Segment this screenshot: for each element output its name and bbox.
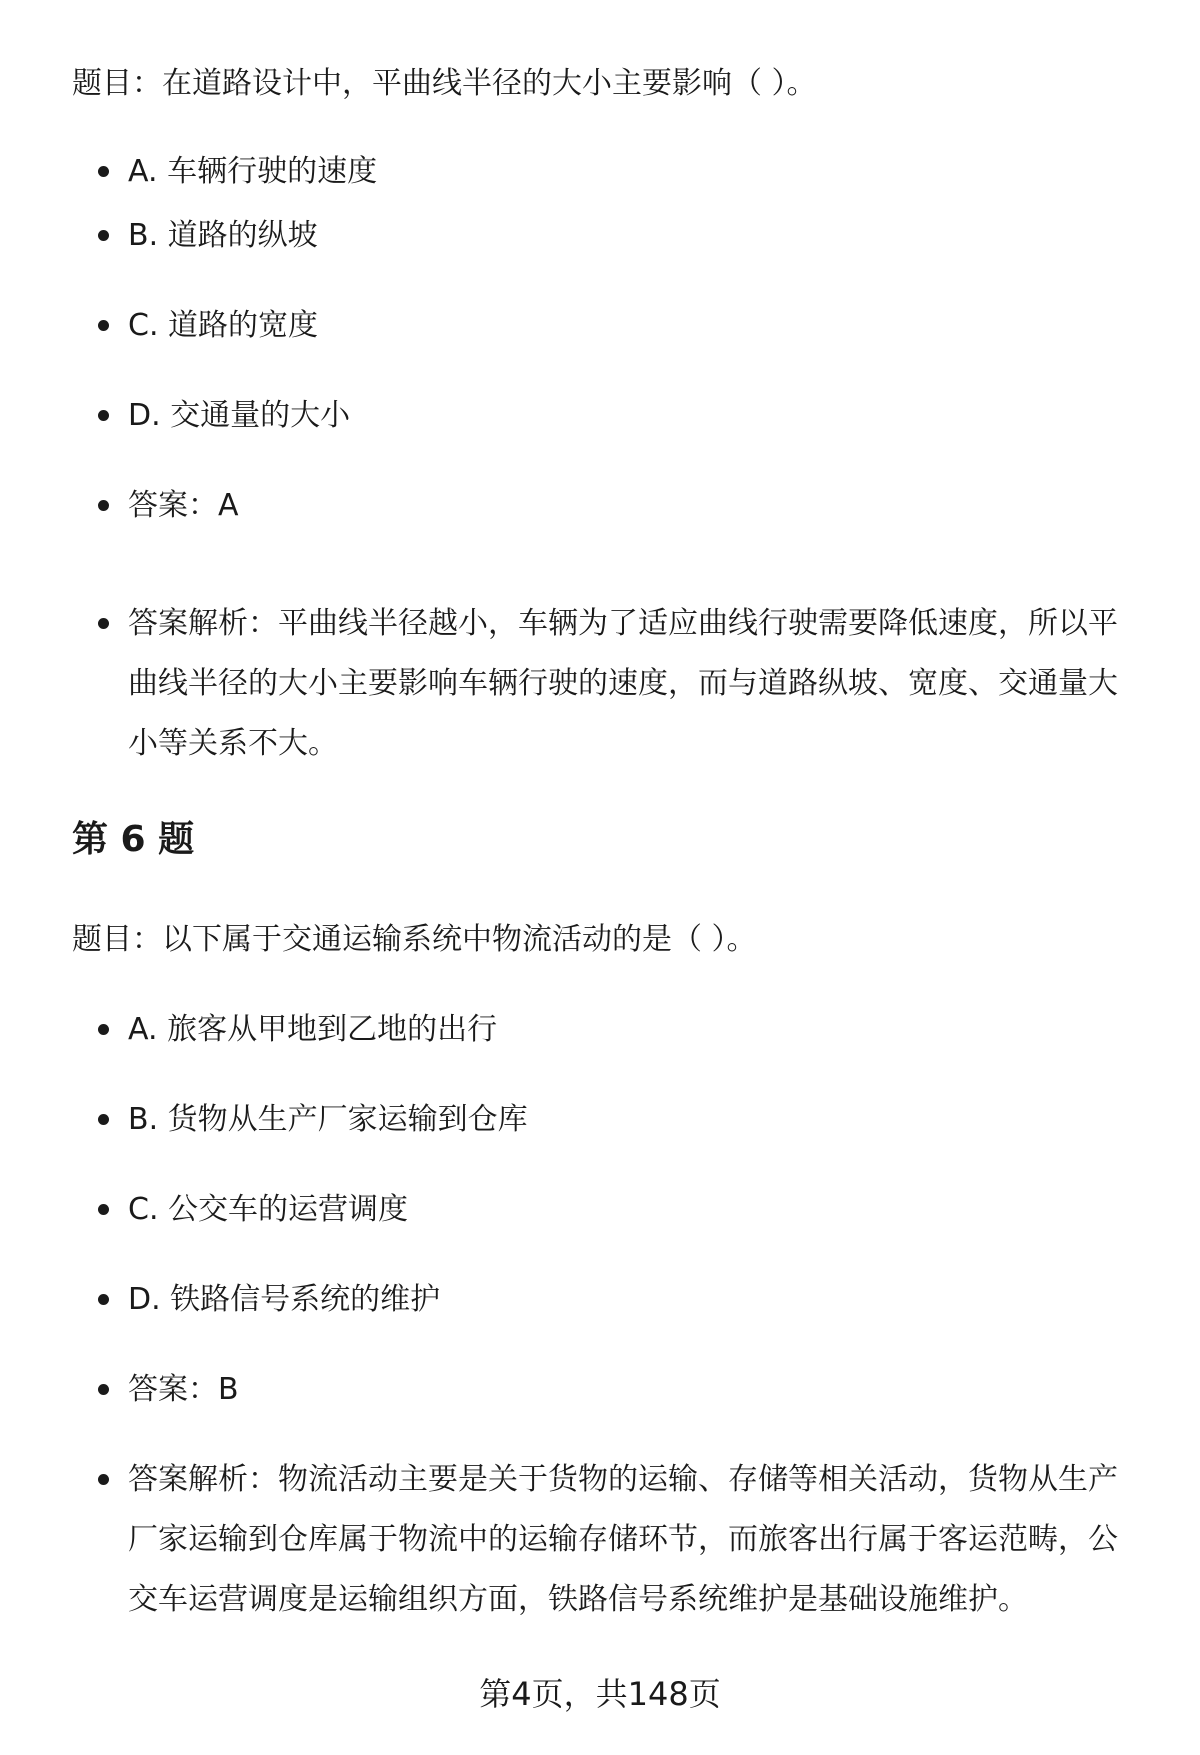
bullet-icon	[98, 500, 109, 511]
bullet-icon	[98, 1384, 109, 1395]
question-stem: 题目：以下属于交通运输系统中物流活动的是（ ）。	[72, 922, 757, 957]
bullet-icon	[98, 230, 109, 241]
bullet-icon	[98, 320, 109, 331]
analysis-text: 答案解析：平曲线半径越小，车辆为了适应曲线行驶需要降低速度，所以平曲线半径的大小主要影响车辆行驶的速度，而与道路纵坡、宽度、交通量大小等关系不大。	[128, 606, 1118, 761]
bullet-icon	[98, 618, 109, 629]
question-heading: 第 6 题	[72, 819, 195, 860]
bullet-icon	[98, 1114, 109, 1125]
option-text: D. 铁路信号系统的维护	[128, 1282, 441, 1317]
question-stem: 题目：在道路设计中，平曲线半径的大小主要影响（ ）。	[72, 66, 817, 101]
option-text: B. 货物从生产厂家运输到仓库	[128, 1102, 528, 1137]
option-text: A. 车辆行驶的速度	[128, 154, 378, 189]
option-text: C. 公交车的运营调度	[128, 1192, 409, 1227]
bullet-icon	[98, 410, 109, 421]
answer-text: 答案：B	[128, 1372, 239, 1407]
page-number: 第4页，共148页	[479, 1675, 721, 1713]
option-text: C. 道路的宽度	[128, 308, 319, 343]
bullet-icon	[98, 1474, 109, 1485]
option-text: B. 道路的纵坡	[128, 218, 318, 253]
option-text: D. 交通量的大小	[128, 398, 351, 433]
analysis-text: 答案解析：物流活动主要是关于货物的运输、存储等相关活动，货物从生产厂家运输到仓库属于物流中的运输存储环节，而旅客出行属于客运范畴，公交车运营调度是运输组织方面，铁路信号系统维护是基础设施维护。	[128, 1462, 1118, 1617]
bullet-icon	[98, 166, 109, 177]
bullet-icon	[98, 1024, 109, 1035]
answer-text: 答案：A	[128, 488, 239, 523]
option-text: A. 旅客从甲地到乙地的出行	[128, 1012, 498, 1047]
bullet-icon	[98, 1204, 109, 1215]
bullet-icon	[98, 1294, 109, 1305]
